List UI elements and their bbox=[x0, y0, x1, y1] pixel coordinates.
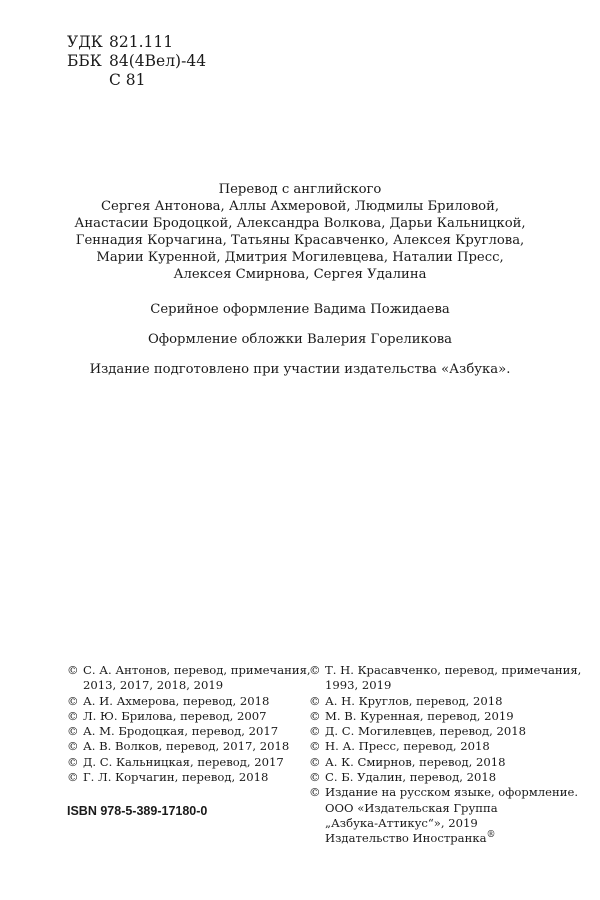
copyright-icon: © bbox=[309, 724, 321, 739]
copyright-item bbox=[67, 770, 302, 785]
copyright-icon: © bbox=[309, 693, 321, 708]
copyright-icon: © bbox=[309, 663, 321, 677]
copyright-item bbox=[309, 770, 579, 785]
copyright-text: Д. С. Кальницкая, перевод, 2017 bbox=[83, 754, 284, 769]
copyright-icon: © bbox=[309, 708, 321, 723]
publisher-note: Издание подготовлено при участии издательства «Азбука». bbox=[89, 362, 511, 377]
copyright-edition-text: ООО «Издательская Группа bbox=[325, 800, 498, 815]
copyright-text: Т. Н. Красавченко, перевод, примечания, bbox=[325, 663, 582, 677]
bbk-row bbox=[67, 52, 206, 71]
copyright-icon: © bbox=[67, 739, 79, 754]
copyright-icon: © bbox=[67, 693, 79, 708]
copyright-text: Н. А. Пресс, перевод, 2018 bbox=[325, 739, 490, 754]
translators-line: Сергея Антонова, Аллы Ахмеровой, Людмилы Бриловой, bbox=[100, 199, 500, 214]
copyright-text: А. В. Волков, перевод, 2017, 2018 bbox=[83, 739, 290, 754]
copyright-item bbox=[309, 739, 579, 754]
classification-block bbox=[67, 33, 206, 90]
copyright-text: Л. Ю. Брилова, перевод, 2007 bbox=[83, 708, 267, 723]
copyright-text: А. М. Бродоцкая, перевод, 2017 bbox=[83, 724, 279, 739]
copyright-item bbox=[67, 709, 302, 724]
copyright-text: С. Б. Удалин, перевод, 2018 bbox=[325, 770, 497, 785]
translation-heading: Перевод с английского bbox=[218, 182, 382, 197]
series-design-credit: Серийное оформление Вадима Пожидаева bbox=[150, 302, 450, 317]
copyright-item bbox=[67, 739, 302, 754]
copyright-icon: © bbox=[309, 739, 321, 754]
udk-label: УДК bbox=[67, 33, 103, 51]
copyright-edition-item bbox=[309, 785, 579, 846]
bbk-value: 84(4Вел)-44 bbox=[109, 52, 207, 70]
copyright-item bbox=[67, 694, 302, 709]
copyright-item bbox=[309, 724, 579, 739]
copyright-icon: © bbox=[67, 708, 79, 723]
isbn: ISBN 978-5-389-17180-0 bbox=[67, 804, 208, 818]
copyright-edition-text: „Азбука-Аттикус“», 2019 bbox=[325, 815, 478, 830]
author-mark: С 81 bbox=[109, 71, 146, 89]
copyright-left-column bbox=[67, 663, 311, 785]
copyright-icon: © bbox=[309, 785, 321, 800]
cover-design-credit: Оформление обложки Валерия Гореликова bbox=[147, 332, 453, 347]
copyright-text: М. В. Куренная, перевод, 2019 bbox=[325, 708, 514, 723]
copyright-icon: © bbox=[67, 663, 79, 677]
copyright-item bbox=[309, 755, 579, 770]
copyright-text: 1993, 2019 bbox=[325, 678, 392, 693]
udk-value: 821.111 bbox=[109, 33, 174, 51]
bbk-label: ББК bbox=[67, 52, 102, 70]
copyright-text: С. А. Антонов, перевод, примечания, bbox=[83, 663, 311, 677]
copyright-item bbox=[67, 724, 302, 739]
copyright-text: Г. Л. Корчагин, перевод, 2018 bbox=[83, 770, 269, 785]
copyright-icon: © bbox=[67, 754, 79, 769]
copyright-icon: © bbox=[67, 770, 79, 785]
copyright-icon: © bbox=[67, 724, 79, 739]
copyright-item bbox=[309, 709, 579, 724]
translators-block bbox=[60, 181, 540, 283]
copyright-item bbox=[309, 663, 582, 694]
copyright-text: А. Н. Круглов, перевод, 2018 bbox=[325, 693, 503, 708]
registered-mark-icon: ® bbox=[486, 830, 496, 841]
translators-line: Алексея Смирнова, Сергея Удалина bbox=[173, 267, 427, 282]
copyright-text: А. К. Смирнов, перевод, 2018 bbox=[325, 754, 506, 769]
author-mark-row bbox=[67, 71, 206, 90]
copyright-text: А. И. Ахмерова, перевод, 2018 bbox=[83, 693, 270, 708]
copyright-edition-publisher bbox=[325, 831, 579, 846]
copyright-text: 2013, 2017, 2018, 2019 bbox=[83, 678, 224, 693]
translators-line: Геннадия Корчагина, Татьяны Красавченко, Алексея Круглова, bbox=[75, 233, 525, 248]
udk-row bbox=[67, 33, 206, 52]
copyright-right-column bbox=[309, 663, 582, 847]
copyright-item bbox=[309, 694, 579, 709]
copyright-edition-text: Издание на русском языке, оформление. bbox=[325, 785, 579, 800]
copyright-icon: © bbox=[309, 754, 321, 769]
translators-line: Марии Куренной, Дмитрия Могилевцева, Наталии Пресс, bbox=[96, 250, 504, 265]
translators-line: Анастасии Бродоцкой, Александра Волкова, Дарьи Кальницкой, bbox=[74, 216, 526, 231]
copyright-icon: © bbox=[309, 770, 321, 785]
copyright-item bbox=[67, 755, 302, 770]
copyright-text: Д. С. Могилевцев, перевод, 2018 bbox=[325, 724, 527, 739]
copyright-item bbox=[67, 663, 311, 694]
publisher-name: Издательство Иностранка bbox=[325, 831, 487, 846]
